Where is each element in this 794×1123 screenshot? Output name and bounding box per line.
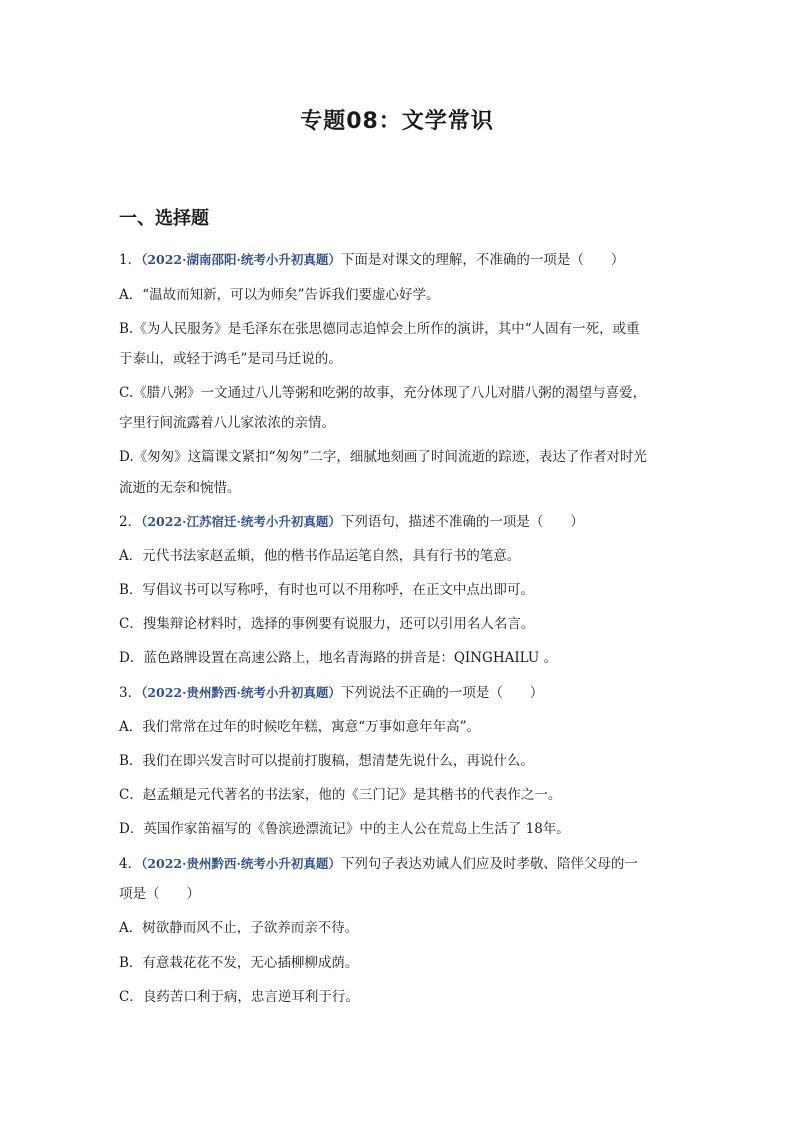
q2-option-a: A．元代书法家赵孟頫，他的楷书作品运笔自然，具有行书的笔意。: [119, 548, 521, 564]
question-1-stem: [119, 250, 679, 270]
question-text: 下列语句，描述不准确的一项是（ ）: [340, 514, 584, 530]
q2-option-d: D．蓝色路牌设置在高速公路上，地名青海路的拼音是：QINGHAILU 。: [119, 650, 558, 666]
q1-option-a: A．“温故而知新，可以为师矣”告诉我们要虚心好学。: [119, 287, 440, 303]
question-source: （2022·湖南邵阳·统考小升初真题）: [141, 252, 341, 267]
question-number: 1．: [119, 252, 142, 268]
q2-option-c: C．搜集辩论材料时，选择的事例要有说服力，还可以引用名人名言。: [119, 616, 535, 632]
q3-option-a: A．我们常常在过年的时候吃年糕，寓意“万事如意年年高”。: [119, 719, 481, 735]
question-2-stem: [119, 512, 679, 532]
q1-option-d-line2: 流逝的无奈和惋惜。: [119, 480, 241, 496]
q2-option-b: B．写倡议书可以写称呼，有时也可以不用称呼，在正文中点出即可。: [119, 582, 534, 598]
q1-option-c-line1: C.《腊八粥》一文通过八儿等粥和吃粥的故事，充分体现了八儿对腊八粥的渴望与喜爱，: [119, 385, 647, 401]
question-source: （2022·江苏宿迁·统考小升初真题）: [141, 514, 341, 529]
q1-option-d-line1: D.《匆匆》这篇课文紧扣“匆匆”二字，细腻地刻画了时间流逝的踪迹，表达了作者对时光: [119, 449, 647, 465]
question-number: 4．: [119, 856, 142, 872]
question-3-stem: [119, 683, 679, 703]
q1-option-b-line1: B.《为人民服务》是毛泽东在张思德同志追悼会上所作的演讲，其中“人固有一死，或重: [119, 321, 640, 337]
question-number: 2．: [119, 514, 142, 530]
question-source: （2022·贵州黔西·统考小升初真题）: [141, 685, 341, 700]
q4-option-a: A．树欲静而风不止，子欲养而亲不待。: [119, 920, 359, 936]
question-4-stem-line2: 项是（ ）: [119, 886, 200, 902]
question-source: （2022·贵州黔西·统考小升初真题）: [141, 856, 341, 871]
page-title: 专题08：文学常识: [300, 109, 494, 134]
question-text: 下面是对课文的理解，不准确的一项是（ ）: [340, 252, 625, 268]
q3-option-d: D．英国作家笛福写的《鲁滨逊漂流记》中的主人公在荒岛上生活了 18年。: [119, 821, 570, 837]
question-4-stem: [119, 854, 679, 874]
question-text: 下列句子表达劝诫人们应及时孝敬、陪伴父母的一: [340, 856, 638, 872]
q3-option-b: B．我们在即兴发言时可以提前打腹稿，想清楚先说什么，再说什么。: [119, 753, 534, 769]
q4-option-c: C．良药苦口利于病，忠言逆耳利于行。: [119, 989, 359, 1005]
question-text: 下列说法不正确的一项是（ ）: [340, 685, 544, 701]
q1-option-b-line2: 于泰山，或轻于鸿毛”是司马迁说的。: [119, 351, 342, 367]
q3-option-c: C．赵孟頫是元代著名的书法家，他的《三门记》是其楷书的代表作之一。: [119, 787, 562, 803]
q1-option-c-line2: 字里行间流露着八儿家浓浓的亲情。: [119, 415, 335, 431]
section-heading: 一、选择题: [119, 208, 209, 229]
question-number: 3．: [119, 685, 142, 701]
q4-option-b: B．有意栽花花不发，无心插柳柳成荫。: [119, 955, 359, 971]
